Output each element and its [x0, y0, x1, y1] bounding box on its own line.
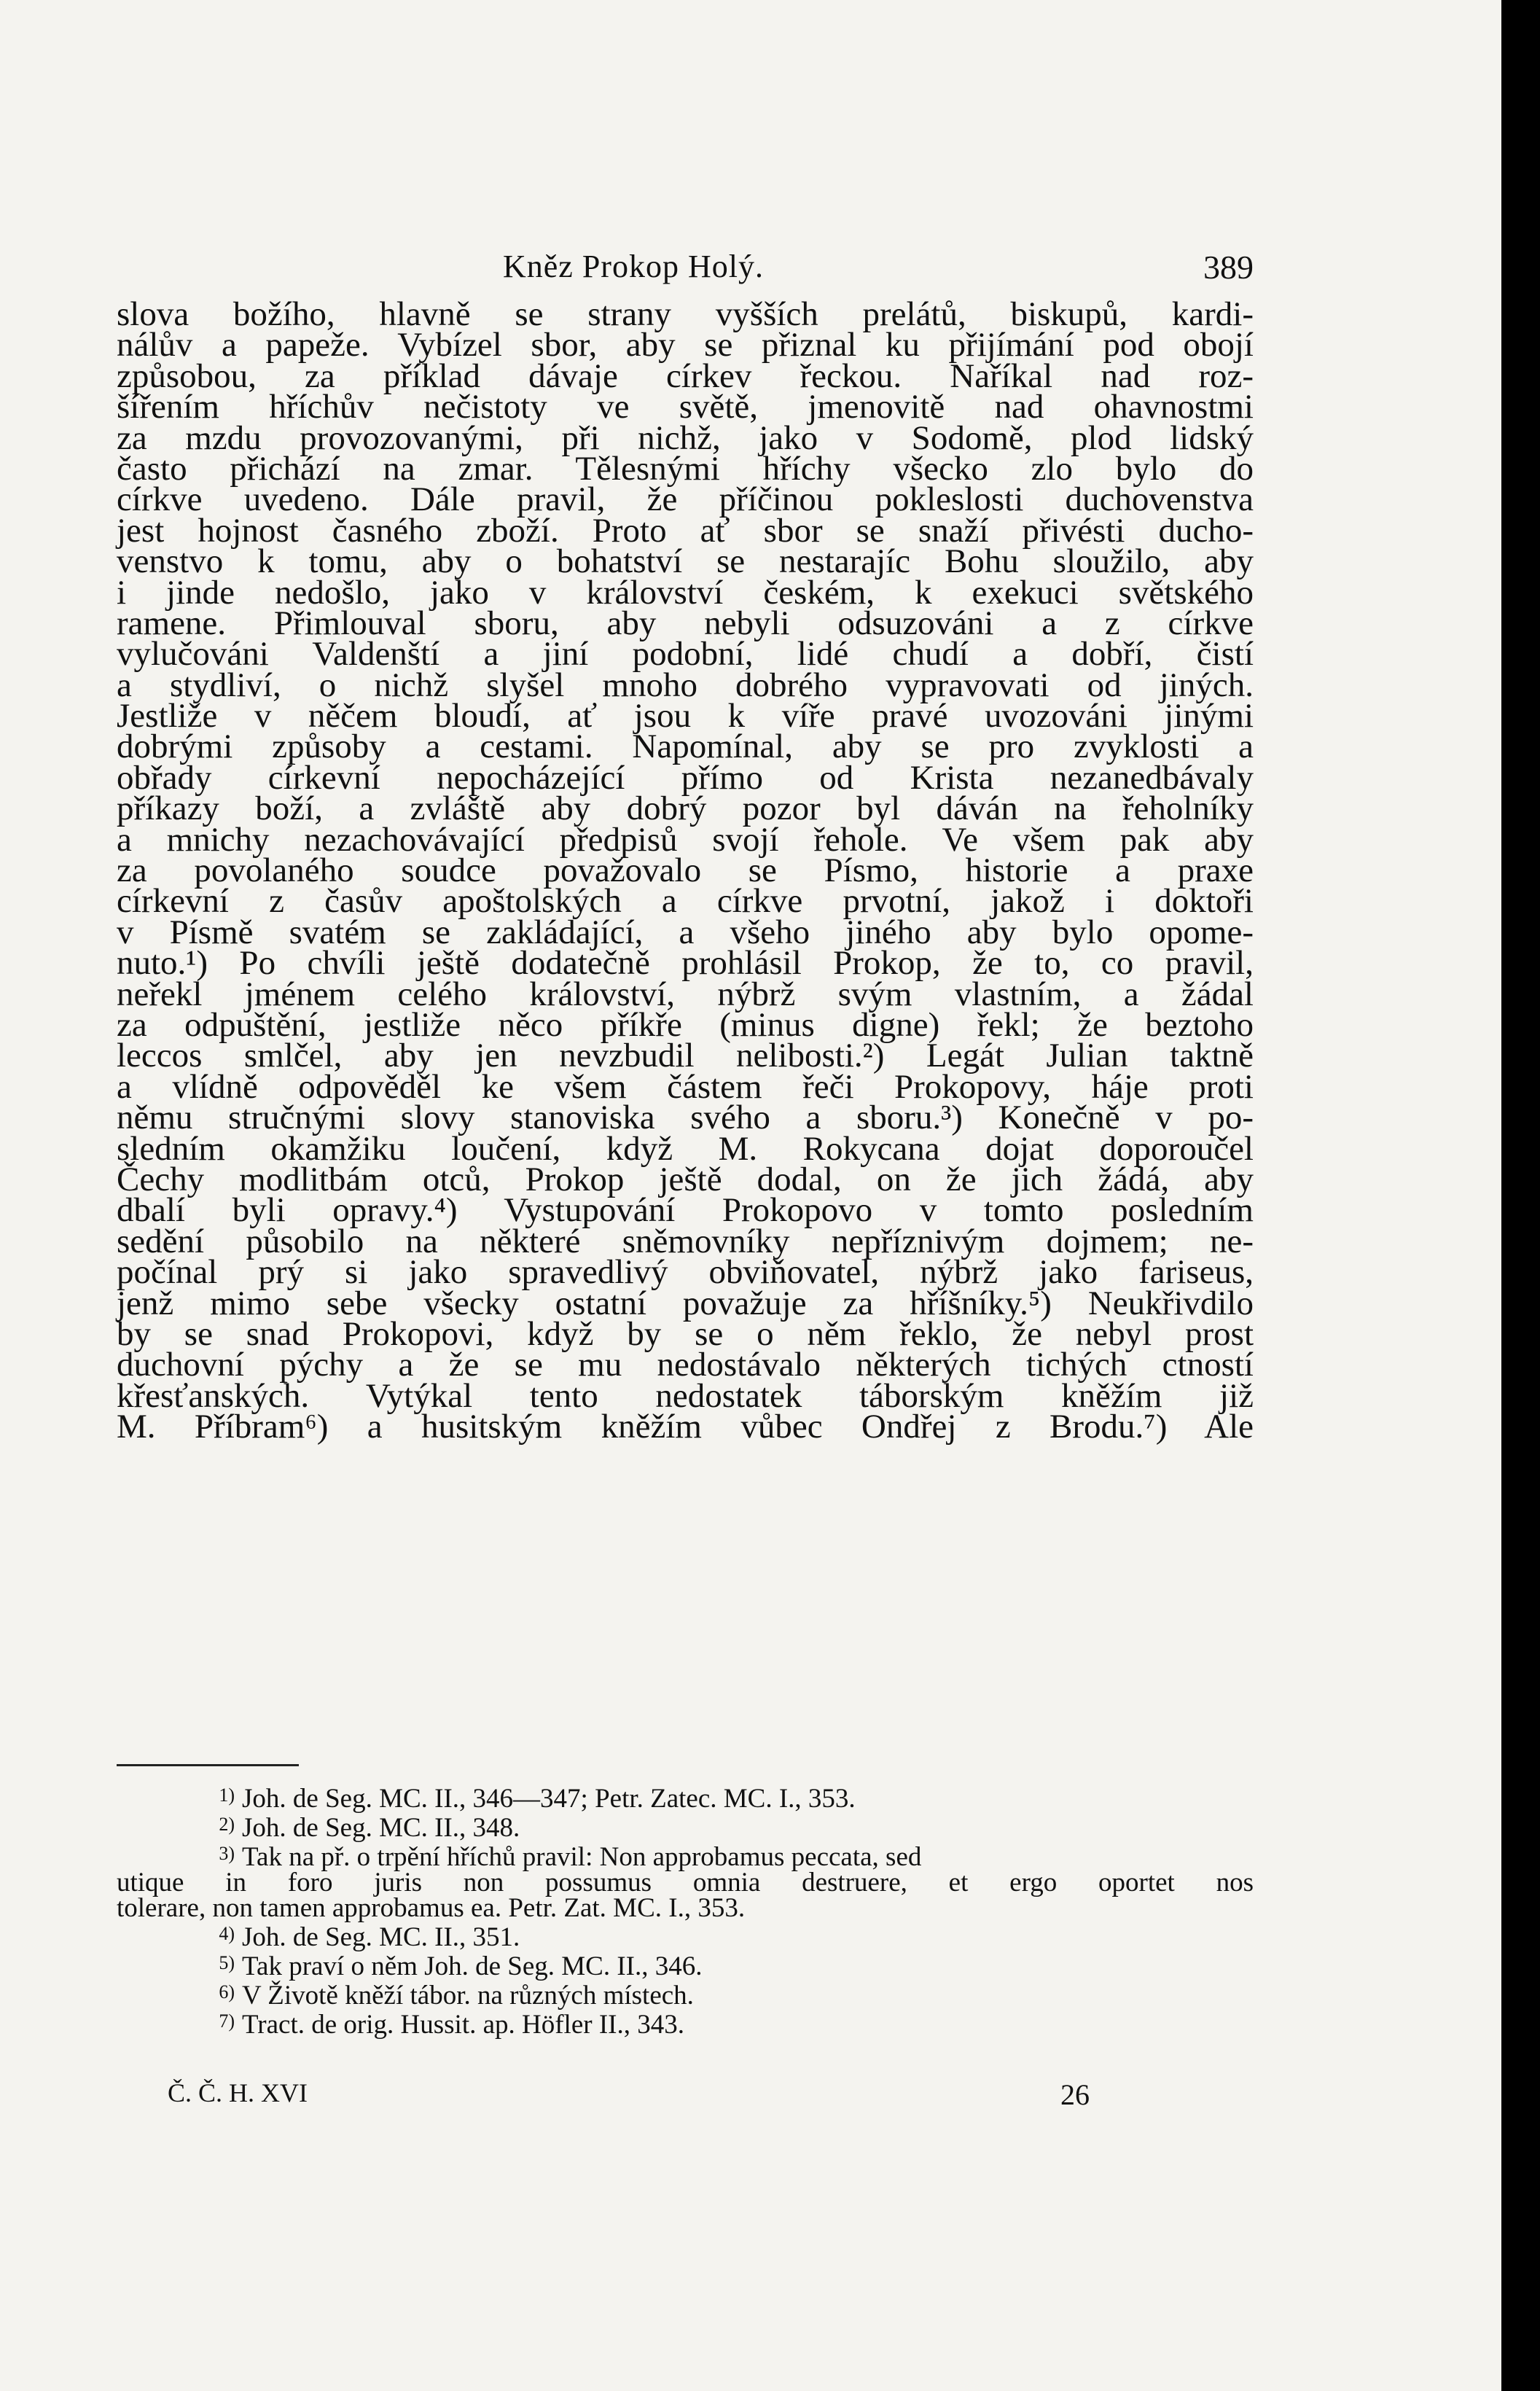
text-line: křesťanských. Vytýkal tento nedostatek táborským kněžím již [117, 1376, 1254, 1415]
footnote [117, 1950, 1254, 1979]
footnote [117, 2008, 1254, 2040]
text-line: jenž mimo sebe všecky ostatní považuje za hříšníky.⁵) Neukřivdilo [117, 1284, 1254, 1322]
footnote [117, 1782, 1254, 1814]
text-line: nuto.¹) Po chvíli ještě dodatečně prohlásil Prokop, že to, co pravil, [117, 944, 1254, 983]
body-text [117, 295, 1254, 1446]
footnote-mark: 3) [219, 1843, 235, 1864]
footnote-text: Joh. de Seg. MC. II., 351. [242, 1922, 520, 1952]
page-header [117, 248, 1254, 299]
footnote [117, 1921, 1254, 1950]
footnote [117, 1841, 1254, 1870]
text-line: venstvo k tomu, aby o bohatství se nestarajíc Bohu sloužilo, aby [117, 542, 1254, 581]
footnote-text: Joh. de Seg. MC. II., 346—347; Petr. Zatec. MC. I., 353. [242, 1784, 856, 1814]
text-line: církve uvedeno. Dále pravil, že příčinou pokleslosti duchovenstva [117, 480, 1254, 519]
running-title: Kněz Prokop Holý. [503, 249, 764, 284]
text-line: Čechy modlitbám otců, Prokop ještě dodal, on že jich žádá, aby [117, 1160, 1254, 1198]
text-line: němu stručnými slovy stanoviska svého a sboru.³) Konečně v po- [117, 1099, 1254, 1137]
text-line: sledním okamžiku loučení, když M. Rokycana dojat doporoučel [117, 1129, 1254, 1168]
footnote-text: utique in foro juris non possumus omnia destruere, et ergo oportet nos [117, 1868, 1254, 1897]
text-line: vylučováni Valdenští a jiní podobní, lidé chudí a dobří, čistí [117, 635, 1254, 674]
text-line: za odpuštění, jestliže něco příkře (minus digne) řekl; že beztoho [117, 1005, 1254, 1044]
footnote [117, 1895, 1254, 1921]
footnote-text: Tak praví o něm Joh. de Seg. MC. II., 346. [242, 1951, 703, 1981]
text-line: slova božího, hlavně se strany vyšších prelátů, biskupů, kardi- [117, 295, 1254, 333]
sheet-number: 26 [1060, 2078, 1090, 2111]
text-line: by se snad Prokopovi, když by se o něm řeklo, že nebyl prost [117, 1314, 1254, 1353]
text-line: i jinde nedošlo, jako v království českém, k exekuci světského [117, 573, 1254, 612]
text-line: v Písmě svatém se zakládající, a všeho jiného aby bylo opome- [117, 913, 1254, 951]
text-line: neřekl jménem celého království, nýbrž svým vlastním, a žádal [117, 975, 1254, 1013]
text-line: příkazy boží, a zvláště aby dobrý pozor byl dáván na řeholníky [117, 789, 1254, 828]
footnote-mark: 4) [219, 1923, 235, 1944]
footnote-mark: 1) [219, 1785, 235, 1806]
text-line: leccos smlčel, aby jen nevzbudil nelibosti.²) Legát Julian taktně [117, 1037, 1254, 1075]
footnote-mark: 5) [219, 1952, 235, 1973]
footnote [117, 1979, 1254, 2008]
text-line: dbalí byli opravy.⁴) Vystupování Prokopovo v tomto posledním [117, 1191, 1254, 1230]
text-line: jest hojnost časného zboží. Proto ať sbor se snaží přivésti ducho- [117, 511, 1254, 550]
text-line: M. Příbram⁶) a husitským kněžím vůbec Ondřej z Brodu.⁷) Ale [117, 1408, 1254, 1446]
footnote-text: Tak na př. o trpění hříchů pravil: Non approbamus peccata, sed [242, 1842, 922, 1872]
text-line: nálův a papeže. Vybízel sbor, aby se přiznal ku přijímání pod obojí [117, 326, 1254, 364]
text-line: obřady církevní nepocházející přímo od Krista nezanedbávaly [117, 758, 1254, 797]
text-line: a vlídně odpověděl ke všem částem řeči Prokopovy, háje proti [117, 1067, 1254, 1106]
footnotes [117, 1782, 1254, 2040]
text-line: a mnichy nezachovávající předpisů svojí řehole. Ve všem pak aby [117, 820, 1254, 859]
footnote-mark: 6) [219, 1981, 235, 2002]
text-line: církevní z časův apoštolských a církve prvotní, jakož i doktoři [117, 882, 1254, 921]
footnote-mark: 2) [219, 1814, 235, 1835]
text-line: často přichází na zmar. Tělesnými hříchy všecko zlo bylo do [117, 449, 1254, 488]
footnote-text: V Životě kněží tábor. na různých místech. [242, 1981, 694, 2010]
text-line: za povolaného soudce považovalo se Písmo, historie a praxe [117, 851, 1254, 890]
text-line: duchovní pýchy a že se mu nedostávalo některých tichých ctností [117, 1346, 1254, 1384]
footnote-text: Tract. de orig. Hussit. ap. Höfler II., 343. [242, 2010, 684, 2040]
text-line: dobrými způsoby a cestami. Napomínal, aby se pro zvyklosti a [117, 728, 1254, 766]
scan-edge [1501, 0, 1540, 2391]
footnote [117, 1811, 1254, 1841]
text-line: počínal prý si jako spravedlivý obviňovatel, nýbrž jako fariseus, [117, 1253, 1254, 1292]
text-line: šířením hříchův nečistoty ve světě, jmenovitě nad ohavnostmi [117, 388, 1254, 426]
footnote-text: Joh. de Seg. MC. II., 348. [242, 1813, 520, 1843]
footnote-mark: 7) [219, 2010, 235, 2032]
footnote-rule [117, 1764, 299, 1766]
footnote [117, 1870, 1254, 1895]
page-number: 389 [1203, 249, 1254, 286]
text-line: ramene. Přimlouval sboru, aby nebyli odsuzováni a z církve [117, 604, 1254, 642]
signature-mark: Č. Č. H. XVI [168, 2078, 308, 2107]
text-line: za mzdu provozovanými, při nichž, jako v Sodomě, plod lidský [117, 418, 1254, 457]
text-line: způsobou, za příklad dávaje církev řeckou. Naříkal nad roz- [117, 356, 1254, 395]
text-line: Jestliže v něčem bloudí, ať jsou k víře pravé uvozováni jinými [117, 697, 1254, 736]
footnote-text: tolerare, non tamen approbamus ea. Petr. Zat. MC. I., 353. [117, 1893, 746, 1923]
text-line: a stydliví, o nichž slyšel mnoho dobrého vypravovati od jiných. [117, 666, 1254, 704]
text-line: sedění působilo na některé sněmovníky nepříznivým dojmem; ne- [117, 1222, 1254, 1260]
